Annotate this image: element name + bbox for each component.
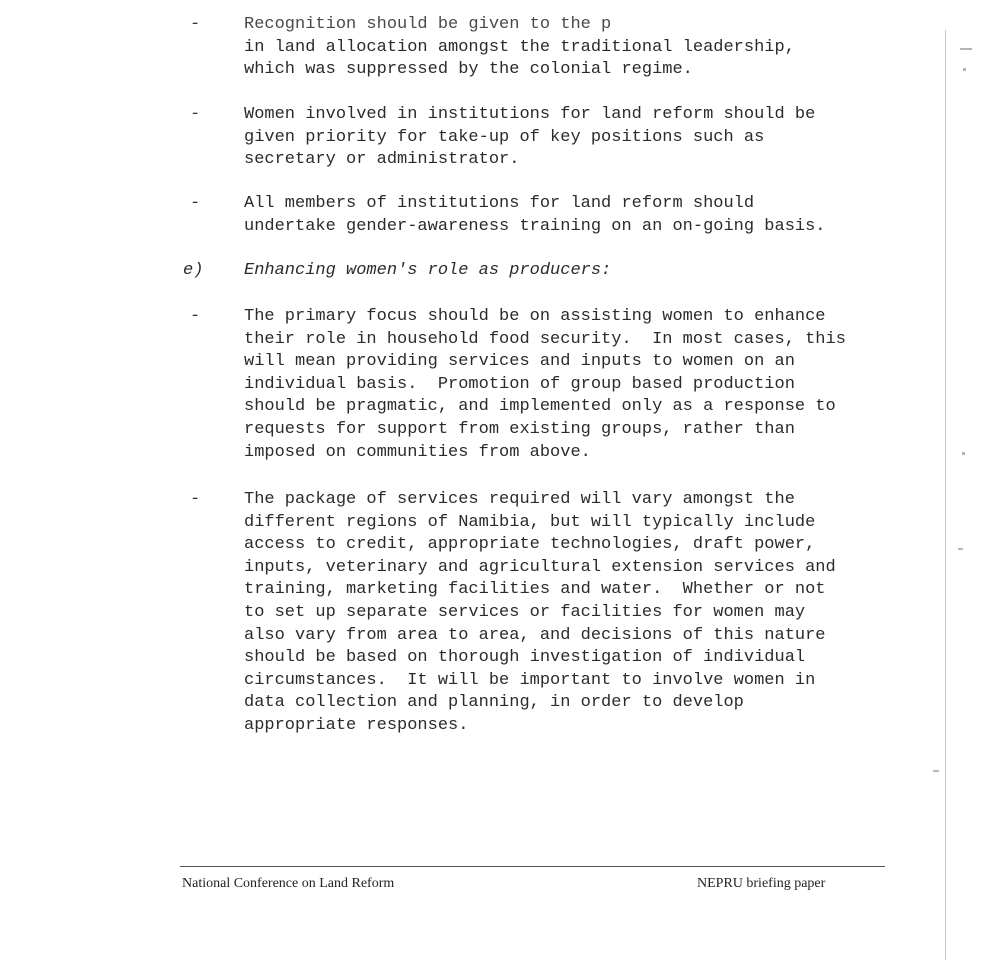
text-line: Recognition should be given to the p xyxy=(244,15,612,34)
bullet-dash: - xyxy=(190,307,201,326)
binding-edge-line xyxy=(945,30,946,960)
text-line: inputs, veterinary and agricultural extension services and xyxy=(244,557,836,577)
text-line: circumstances. It will be important to involve women in xyxy=(244,670,816,690)
text-line: also vary from area to area, and decisions of this nature xyxy=(244,625,826,645)
paragraph-3 xyxy=(244,193,888,238)
text-line: appropriate responses. xyxy=(244,715,469,735)
text-line: undertake gender-awareness training on an on-going basis. xyxy=(244,216,826,236)
text-line: All members of institutions for land reform should xyxy=(244,194,755,213)
scan-mark xyxy=(960,48,972,50)
paragraph-1 xyxy=(244,14,888,82)
text-line: The package of services required will vary amongst the xyxy=(244,490,795,509)
scan-mark xyxy=(963,68,966,71)
bullet-dash: - xyxy=(190,194,201,213)
footer-paper-label: NEPRU briefing paper xyxy=(697,876,826,891)
text-line: given priority for take-up of key positions such as xyxy=(244,127,765,147)
text-line: their role in household food security. In most cases, this xyxy=(244,329,846,349)
text-line: secretary or administrator. xyxy=(244,150,520,170)
text-line: training, marketing facilities and water. Whether or not xyxy=(244,580,826,600)
scan-mark xyxy=(962,452,965,455)
bullet-dash: - xyxy=(190,15,201,34)
text-line: should be based on thorough investigation of individual xyxy=(244,648,806,668)
footer-rule xyxy=(180,866,885,867)
paragraph-5 xyxy=(244,489,888,738)
scan-mark xyxy=(958,548,963,550)
bullet-dash: - xyxy=(190,490,201,509)
text-line: should be pragmatic, and implemented only as a response to xyxy=(244,397,836,417)
paragraph-4 xyxy=(244,306,888,464)
bullet-dash: - xyxy=(190,105,201,124)
text-line: access to credit, appropriate technologies, draft power, xyxy=(244,535,816,555)
text-line: data collection and planning, in order to develop xyxy=(244,693,744,713)
text-line: The primary focus should be on assisting women to enhance xyxy=(244,307,826,326)
scan-mark xyxy=(933,770,939,772)
text-line: to set up separate services or facilities for women may xyxy=(244,602,806,622)
text-line: individual basis. Promotion of group based production xyxy=(244,374,795,394)
text-line: will mean providing services and inputs to women on an xyxy=(244,352,795,372)
footer-conference-title: National Conference on Land Reform xyxy=(182,876,395,891)
text-line: Women involved in institutions for land reform should be xyxy=(244,105,816,124)
text-line: imposed on communities from above. xyxy=(244,442,591,462)
section-letter: e) xyxy=(183,261,204,280)
text-line: which was suppressed by the colonial regime. xyxy=(244,60,693,80)
section-heading: Enhancing women's role as producers: xyxy=(244,261,612,280)
text-line: different regions of Namibia, but will typically include xyxy=(244,512,816,532)
paragraph-2 xyxy=(244,104,888,172)
text-line: requests for support from existing groups, rather than xyxy=(244,419,795,439)
text-line: in land allocation amongst the traditional leadership, xyxy=(244,37,795,57)
